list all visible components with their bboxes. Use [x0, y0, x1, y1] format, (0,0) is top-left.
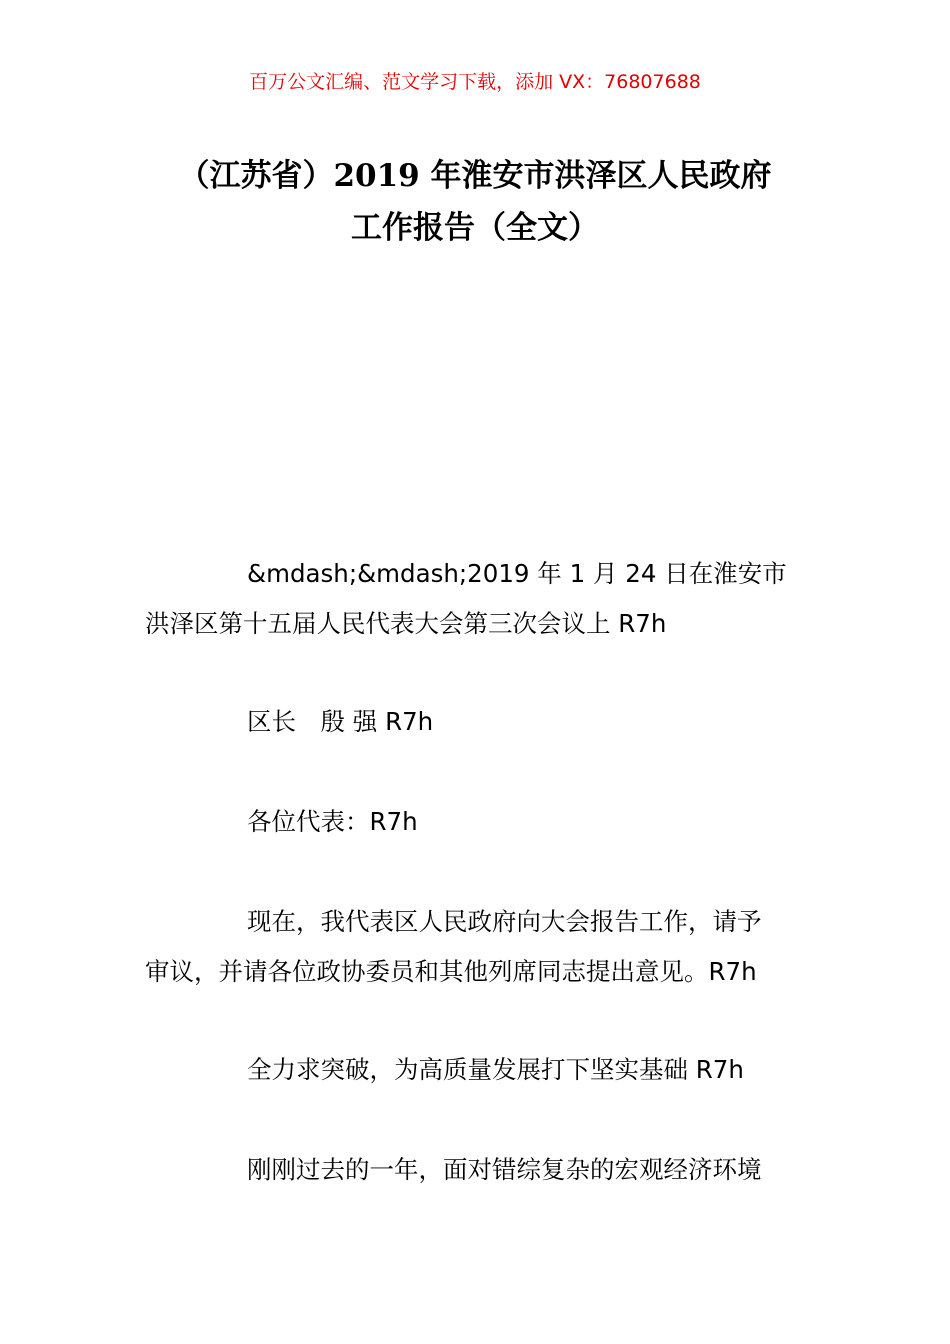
title-line-2: 工作报告（全文）: [351, 210, 599, 246]
section-heading: 全力求突破，为高质量发展打下坚实基础 R7h: [247, 1055, 744, 1084]
paragraph-dateline: [145, 549, 825, 649]
title-line-1: （江苏省）2019 年淮安市洪泽区人民政府: [178, 158, 772, 194]
dateline-line-2: 洪泽区第十五届人民代表大会第三次会议上 R7h: [145, 609, 667, 638]
intro-line-2: 审议，并请各位政协委员和其他列席同志提出意见。R7h: [145, 957, 757, 986]
paragraph-salutation: 各位代表：R7h: [247, 807, 418, 836]
paragraph-intro: [145, 897, 825, 997]
document-title: [100, 150, 850, 254]
dateline-line-1: &mdash;&mdash;2019 年 1 月 24 日在淮安市: [247, 559, 787, 588]
intro-line-1: 现在，我代表区人民政府向大会报告工作，请予: [247, 907, 762, 936]
paragraph-speaker: 区长 殷 强 R7h: [247, 707, 434, 736]
watermark-header: 百万公文汇编、范文学习下载，添加 VX：76807688: [249, 71, 701, 93]
paragraph-body: 刚刚过去的一年，面对错综复杂的宏观经济环境: [247, 1155, 762, 1184]
